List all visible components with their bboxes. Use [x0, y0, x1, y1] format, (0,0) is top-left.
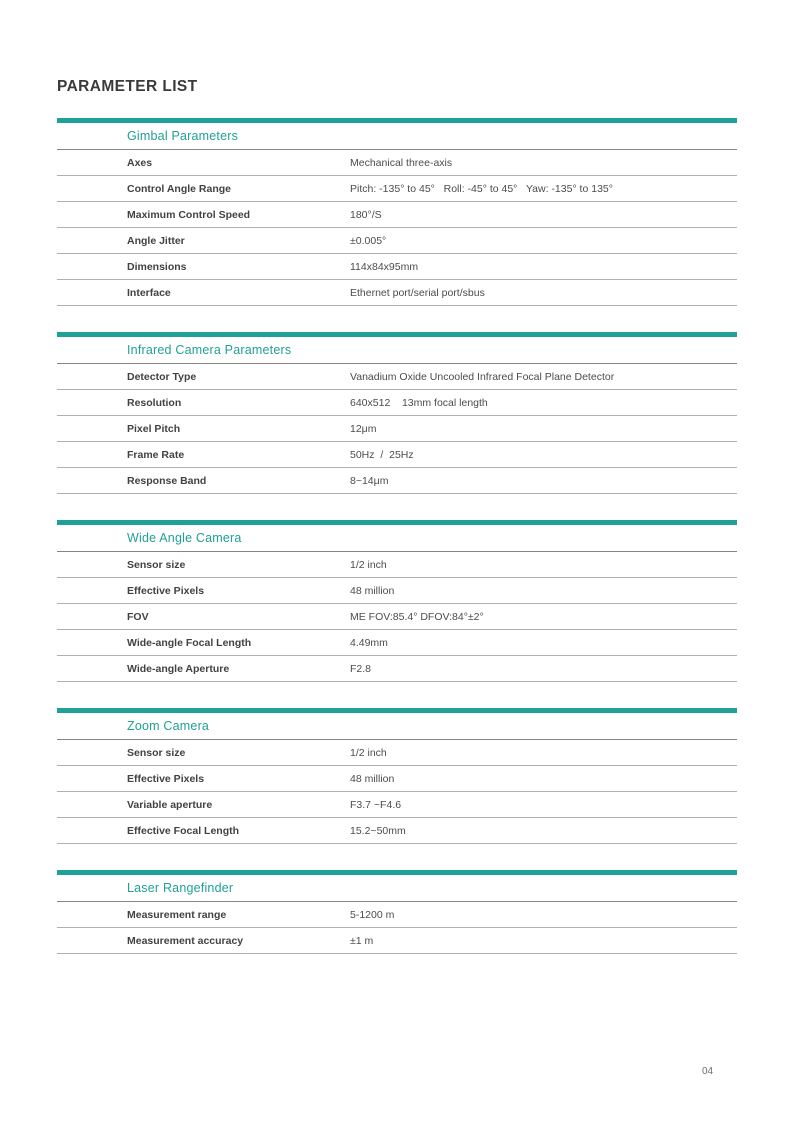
row-label: Pixel Pitch	[127, 422, 181, 435]
row-value: ±0.005°	[350, 234, 387, 247]
row-value: 1/2 inch	[350, 746, 387, 759]
table-row	[57, 604, 737, 630]
page-title: PARAMETER LIST	[57, 78, 198, 95]
sections	[57, 118, 737, 980]
page-number: 04	[702, 1066, 714, 1077]
parameter-section	[57, 708, 737, 844]
section-header	[57, 713, 737, 740]
parameter-section	[57, 332, 737, 494]
section-rows	[57, 902, 737, 954]
section-rows	[57, 552, 737, 682]
section-rows	[57, 740, 737, 844]
row-value: 1/2 inch	[350, 558, 387, 571]
table-row	[57, 656, 737, 682]
section-header	[57, 337, 737, 364]
row-value: 48 million	[350, 584, 395, 597]
row-value: Ethernet port/serial port/sbus	[350, 286, 485, 299]
row-label: Effective Focal Length	[127, 824, 240, 837]
row-value: Pitch: -135° to 45° Roll: -45° to 45° Yaw: -135° to 135°	[350, 182, 613, 195]
row-label: Interface	[127, 286, 171, 299]
section-title: Gimbal Parameters	[127, 129, 239, 143]
row-value: Mechanical three-axis	[350, 156, 453, 169]
row-value: ±1 m	[350, 934, 374, 947]
table-row	[57, 792, 737, 818]
section-header	[57, 123, 737, 150]
row-label: Variable aperture	[127, 798, 213, 811]
row-label: Axes	[127, 156, 153, 169]
table-row	[57, 176, 737, 202]
row-label: Measurement range	[127, 908, 227, 921]
row-label: FOV	[127, 610, 149, 623]
table-row	[57, 254, 737, 280]
row-value: 5-1200 m	[350, 908, 395, 921]
row-label: Angle Jitter	[127, 234, 185, 247]
table-row	[57, 468, 737, 494]
parameter-section	[57, 870, 737, 954]
row-value: 114x84x95mm	[350, 260, 419, 273]
table-row	[57, 150, 737, 176]
row-value: 48 million	[350, 772, 395, 785]
section-header	[57, 875, 737, 902]
row-label: Dimensions	[127, 260, 187, 273]
table-row	[57, 740, 737, 766]
table-row	[57, 928, 737, 954]
row-label: Detector Type	[127, 370, 197, 383]
row-label: Wide-angle Focal Length	[127, 636, 252, 649]
table-row	[57, 416, 737, 442]
row-value: 12μm	[350, 422, 377, 435]
table-row	[57, 766, 737, 792]
row-value: 4.49mm	[350, 636, 388, 649]
row-label: Response Band	[127, 474, 207, 487]
section-rows	[57, 150, 737, 306]
table-row	[57, 280, 737, 306]
parameter-section	[57, 118, 737, 306]
row-value: 50Hz / 25Hz	[350, 448, 414, 461]
table-row	[57, 390, 737, 416]
section-title: Infrared Camera Parameters	[127, 343, 292, 357]
row-value: F2.8	[350, 662, 372, 675]
row-label: Measurement accuracy	[127, 934, 244, 947]
row-label: Frame Rate	[127, 448, 185, 461]
row-label: Control Angle Range	[127, 182, 232, 195]
row-label: Resolution	[127, 396, 182, 409]
table-row	[57, 228, 737, 254]
row-value: ME FOV:85.4° DFOV:84°±2°	[350, 610, 484, 623]
row-value: 15.2~50mm	[350, 824, 406, 837]
table-row	[57, 364, 737, 390]
section-title: Zoom Camera	[127, 719, 210, 733]
row-value: F3.7 ~F4.6	[350, 798, 402, 811]
row-label: Effective Pixels	[127, 772, 205, 785]
row-label: Wide-angle Aperture	[127, 662, 230, 675]
section-title: Wide Angle Camera	[127, 531, 242, 545]
section-rows	[57, 364, 737, 494]
parameter-section	[57, 520, 737, 682]
row-label: Maximum Control Speed	[127, 208, 251, 221]
table-row	[57, 552, 737, 578]
row-value: 8~14μm	[350, 474, 389, 487]
section-title: Laser Rangefinder	[127, 881, 234, 895]
table-row	[57, 442, 737, 468]
table-row	[57, 202, 737, 228]
row-value: 180°/S	[350, 208, 382, 221]
table-row	[57, 902, 737, 928]
row-value: Vanadium Oxide Uncooled Infrared Focal Plane Detector	[350, 370, 615, 383]
table-row	[57, 578, 737, 604]
row-value: 640x512 13mm focal length	[350, 396, 488, 409]
row-label: Sensor size	[127, 558, 186, 571]
table-row	[57, 630, 737, 656]
table-row	[57, 818, 737, 844]
row-label: Sensor size	[127, 746, 186, 759]
section-header	[57, 525, 737, 552]
row-label: Effective Pixels	[127, 584, 205, 597]
